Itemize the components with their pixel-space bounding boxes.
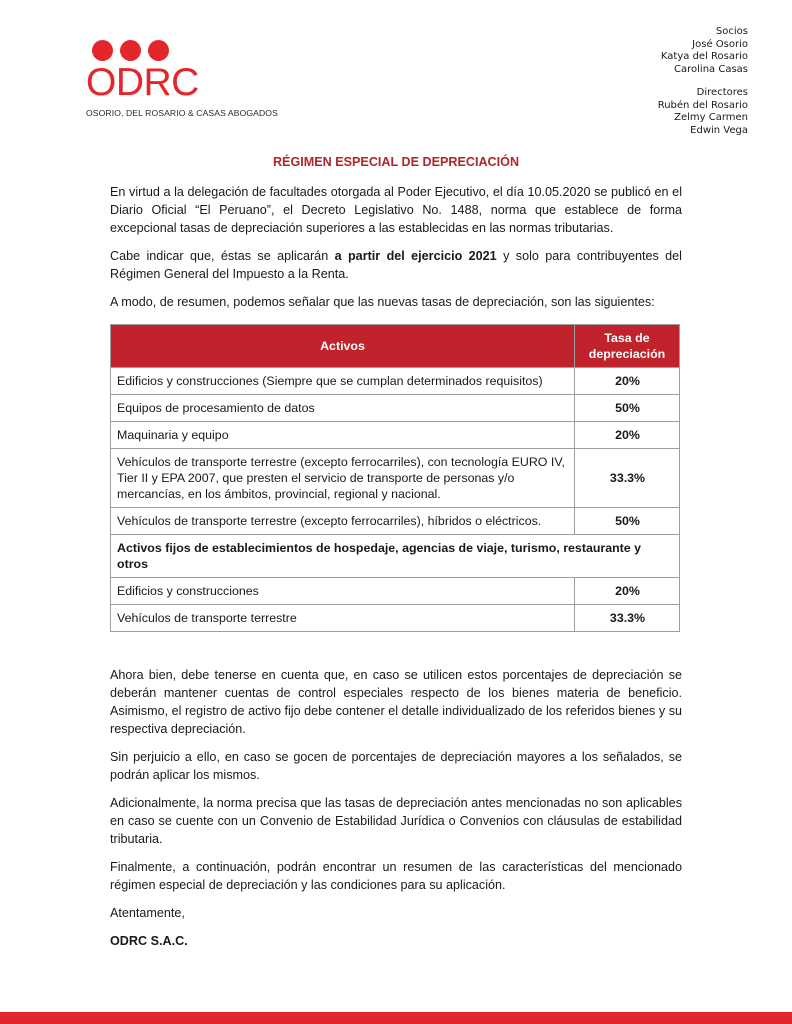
directors-heading: Directores xyxy=(696,87,748,98)
rate-cell: 20% xyxy=(575,578,680,605)
rate-cell: 33.3% xyxy=(575,605,680,632)
director-name: Edwin Vega xyxy=(690,124,748,136)
table-row xyxy=(111,368,680,395)
table-section-row xyxy=(111,535,680,578)
closing-salutation: Atentamente, xyxy=(110,906,185,920)
rate-cell: 50% xyxy=(575,395,680,422)
asset-cell: Vehículos de transporte terrestre (excepto ferrocarriles), con tecnología EURO IV, Tier II y EPA 2007, que presten el servicio de transporte de personas y/o mercancías, en los ámbitos, provincial, regional y nacional. xyxy=(111,449,575,508)
paragraph-control-accounts: Ahora bien, debe tenerse en cuenta que, en caso se utilicen estos porcentajes de depreciación se deberán mantener cuentas de control especiales respecto de los bienes materia de beneficio. Asimismo, el registro de activo fijo debe contener el detalle individualizado de los referidos bienes y su respectiva depreciación. xyxy=(110,668,682,736)
asset-cell: Edificios y construcciones xyxy=(111,578,575,605)
asset-cell: Vehículos de transporte terrestre xyxy=(111,605,575,632)
column-header-activos: Activos xyxy=(111,325,575,368)
firm-name: OSORIO, DEL ROSARIO & CASAS ABOGADOS xyxy=(86,108,278,118)
depreciation-rates-table xyxy=(110,324,680,632)
post-table-section xyxy=(110,666,682,950)
rate-cell: 20% xyxy=(575,422,680,449)
rate-cell: 33.3% xyxy=(575,449,680,508)
director-name: Rubén del Rosario xyxy=(657,99,748,111)
directors-list xyxy=(548,87,748,137)
paragraph-exclusions: Adicionalmente, la norma precisa que las tasas de depreciación antes mencionadas no son aplicables en caso se cuente con un Convenio de Estabilidad Jurídica o Convenios con cláusulas de estabilidad tributaria. xyxy=(110,796,682,846)
asset-cell: Edificios y construcciones (Siempre que se cumplan determinados requisitos) xyxy=(111,368,575,395)
table-row xyxy=(111,395,680,422)
document-body xyxy=(110,153,682,960)
paragraph-applicability xyxy=(110,247,682,283)
footer-bar xyxy=(0,1012,792,1024)
emphasis-text: a partir del ejercicio 2021 xyxy=(334,249,497,263)
document-title: RÉGIMEN ESPECIAL DE DEPRECIACIÓN xyxy=(272,155,520,169)
partners-heading: Socios xyxy=(715,26,748,37)
paragraph-text: y solo para contribuyentes del Régimen General del Impuesto a la Renta. xyxy=(110,249,682,281)
section-title-cell: Activos fijos de establecimientos de hospedaje, agencias de viaje, turismo, restaurante y otros xyxy=(111,535,680,578)
partner-name: José Osorio xyxy=(692,38,748,50)
table-row xyxy=(111,578,680,605)
partners-list xyxy=(548,26,748,76)
firm-members xyxy=(548,26,748,148)
logo-wordmark: ODRC xyxy=(86,61,199,104)
asset-cell: Maquinaria y equipo xyxy=(111,422,575,449)
table-row xyxy=(111,508,680,535)
partner-name: Carolina Casas xyxy=(674,63,748,75)
table-row xyxy=(111,422,680,449)
table-row xyxy=(111,449,680,508)
column-header-tasa: Tasa de depreciación xyxy=(575,325,680,368)
paragraph-higher-rates: Sin perjuicio a ello, en caso se gocen de porcentajes de depreciación mayores a los señalados, se podrán aplicar los mismos. xyxy=(110,750,682,782)
logo-dots-icon xyxy=(92,40,176,62)
director-name: Zelmy Carmen xyxy=(674,112,748,123)
paragraph-final: Finalmente, a continuación, podrán encontrar un resumen de las características del mencionado régimen especial de depreciación y las condiciones para su aplicación. xyxy=(110,860,682,892)
table-row xyxy=(111,605,680,632)
signature: ODRC S.A.C. xyxy=(110,934,188,948)
rate-cell: 20% xyxy=(575,368,680,395)
partner-name: Katya del Rosario xyxy=(660,51,748,62)
asset-cell: Equipos de procesamiento de datos xyxy=(111,395,575,422)
paragraph-intro: En virtud a la delegación de facultades otorgada al Poder Ejecutivo, el día 10.05.2020 se publicó en el Diario Oficial “El Peruano”, el Decreto Legislativo No. 1488, norma que establece de forma excepcional tasas de depreciación superiores a las establecidas en las normas tributarias. xyxy=(110,185,682,235)
table-header-row xyxy=(111,325,680,368)
rate-cell: 50% xyxy=(575,508,680,535)
paragraph-text: Cabe indicar que, éstas se aplicarán xyxy=(110,249,335,263)
asset-cell: Vehículos de transporte terrestre (excepto ferrocarriles), híbridos o eléctricos. xyxy=(111,508,575,535)
paragraph-summary-intro: A modo, de resumen, podemos señalar que las nuevas tasas de depreciación, son las siguientes: xyxy=(110,295,655,309)
